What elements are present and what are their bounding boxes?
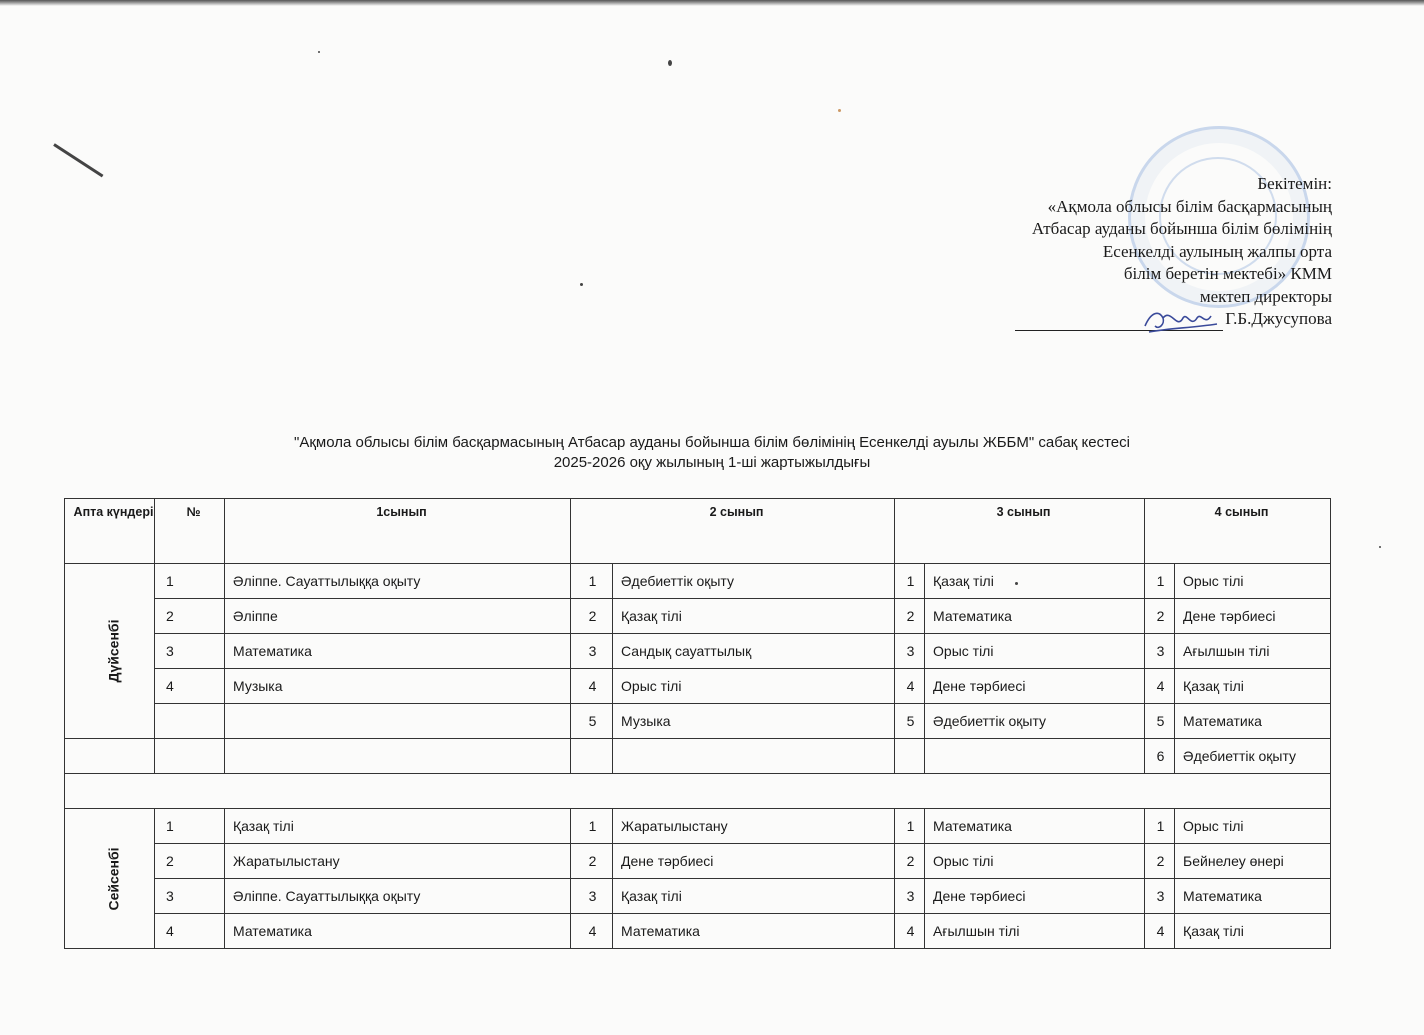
lesson-number-g3	[895, 739, 925, 774]
approval-org-line: білім беретін мектебі» КММ	[1123, 264, 1332, 283]
day-label: Дүйсенбі	[105, 619, 122, 683]
lesson-number-g2: 1	[571, 809, 613, 844]
day-cell	[65, 809, 155, 949]
subject-g4: Қазақ тілі	[1175, 669, 1331, 704]
table-row	[65, 739, 1331, 774]
lesson-number-g2: 2	[571, 599, 613, 634]
lesson-number-g4: 1	[1145, 564, 1175, 599]
title-line: "Ақмола облысы білім басқармасының Атбасар ауданы бойынша білім бөлімінің Есенкелді ауылы ЖББМ" сабақ кестесі	[294, 434, 1130, 451]
subject-g2: Жаратылыстану	[613, 809, 895, 844]
header-grade-3: 3 сынып	[895, 499, 1145, 564]
lesson-number-g2: 5	[571, 704, 613, 739]
table-row	[65, 669, 1331, 704]
lesson-number-g3: 2	[895, 844, 925, 879]
subject-g4: Дене тәрбиесі	[1175, 599, 1331, 634]
scan-mark	[53, 143, 103, 177]
lesson-number-g1: 1	[155, 564, 225, 599]
lesson-number-g1: 1	[155, 809, 225, 844]
signature-line	[1015, 312, 1223, 331]
lesson-number-g4: 4	[1145, 914, 1175, 949]
lesson-number-g3: 1	[895, 564, 925, 599]
subject-g1: Математика	[225, 914, 571, 949]
header-grade-4: 4 сынып	[1145, 499, 1331, 564]
lesson-number-g1: 2	[155, 844, 225, 879]
scan-speck	[318, 51, 320, 53]
table-row	[65, 634, 1331, 669]
subject-g2: Сандық сауаттылық	[613, 634, 895, 669]
subject-g4: Математика	[1175, 879, 1331, 914]
subject-g1: Жаратылыстану	[225, 844, 571, 879]
title-subline: 2025-2026 оқу жылының 1-ші жартыжылдығы	[553, 454, 871, 471]
approval-org-line: Есенкелді аулының жалпы орта	[1102, 241, 1332, 261]
lesson-number-g2	[571, 739, 613, 774]
lesson-number-g3: 4	[895, 669, 925, 704]
scan-edge	[0, 0, 1424, 6]
lesson-number-g3: 1	[895, 809, 925, 844]
subject-g2: Қазақ тілі	[613, 599, 895, 634]
subject-g1: Әліппе	[225, 599, 571, 634]
subject-g1: Қазақ тілі	[225, 809, 571, 844]
table-row	[65, 844, 1331, 879]
subject-g3: Қазақ тілі	[925, 564, 1145, 599]
subject-g1	[225, 739, 571, 774]
subject-g4: Әдебиеттік оқыту	[1175, 739, 1331, 774]
header-number: №	[155, 499, 225, 564]
lesson-number-g2: 4	[571, 914, 613, 949]
table-header-row	[65, 499, 1331, 564]
subject-g4: Ағылшын тілі	[1175, 634, 1331, 669]
subject-g4: Қазақ тілі	[1175, 914, 1331, 949]
subject-g3: Орыс тілі	[925, 844, 1145, 879]
lesson-number-g4: 5	[1145, 704, 1175, 739]
subject-g1: Әліппе. Сауаттылыққа оқыту	[225, 564, 571, 599]
subject-g2: Музыка	[613, 704, 895, 739]
lesson-number-g4: 3	[1145, 879, 1175, 914]
lesson-number-g1: 2	[155, 599, 225, 634]
subject-g3	[925, 739, 1145, 774]
scan-speck	[580, 283, 583, 286]
lesson-number-g1	[155, 739, 225, 774]
header-grade-1: 1сынып	[225, 499, 571, 564]
lesson-number-g3: 4	[895, 914, 925, 949]
subject-g2: Математика	[613, 914, 895, 949]
approval-org-line: «Ақмола облысы білім басқармасының	[1047, 196, 1332, 216]
subject-g4: Орыс тілі	[1175, 809, 1331, 844]
subject-g2	[613, 739, 895, 774]
lesson-number-g2: 1	[571, 564, 613, 599]
lesson-number-g4: 1	[1145, 809, 1175, 844]
lesson-number-g4: 4	[1145, 669, 1175, 704]
lesson-number-g2: 3	[571, 634, 613, 669]
signature-icon	[1141, 304, 1221, 338]
subject-g3: Әдебиеттік оқыту	[925, 704, 1145, 739]
approval-org-line: Атбасар ауданы бойынша білім бөлімінің	[1031, 219, 1332, 238]
approval-position: мектеп директоры	[1199, 286, 1332, 306]
lesson-number-g2: 4	[571, 669, 613, 704]
schedule-table	[64, 498, 1331, 949]
subject-g2: Әдебиеттік оқыту	[613, 564, 895, 599]
document-title	[0, 433, 1424, 473]
lesson-number-g3: 2	[895, 599, 925, 634]
lesson-number-g4: 3	[1145, 634, 1175, 669]
lesson-number-g4: 6	[1145, 739, 1175, 774]
lesson-number-g4: 2	[1145, 599, 1175, 634]
lesson-number-g2: 3	[571, 879, 613, 914]
approval-signature-row	[1015, 308, 1332, 331]
subject-g4: Математика	[1175, 704, 1331, 739]
lesson-number-g3: 5	[895, 704, 925, 739]
subject-g3: Дене тәрбиесі	[925, 669, 1145, 704]
scan-speck	[838, 109, 841, 112]
subject-g1	[225, 704, 571, 739]
subject-g2: Қазақ тілі	[613, 879, 895, 914]
subject-g2: Дене тәрбиесі	[613, 844, 895, 879]
subject-g3: Дене тәрбиесі	[925, 879, 1145, 914]
lesson-number-g1: 3	[155, 634, 225, 669]
day-cell	[65, 564, 155, 739]
subject-g1: Математика	[225, 634, 571, 669]
table-separator-row	[65, 774, 1331, 809]
header-days: Апта күндері	[65, 499, 155, 564]
empty-cell	[65, 739, 155, 774]
approval-heading: Бекітемін:	[1257, 174, 1332, 193]
table-row	[65, 564, 1331, 599]
subject-g3: Орыс тілі	[925, 634, 1145, 669]
lesson-number-g1: 4	[155, 914, 225, 949]
lesson-number-g3: 3	[895, 634, 925, 669]
lesson-number-g3: 3	[895, 879, 925, 914]
lesson-number-g1: 4	[155, 669, 225, 704]
table-row	[65, 914, 1331, 949]
signer-name: Г.Б.Джусупова	[1225, 309, 1332, 328]
table-row	[65, 599, 1331, 634]
subject-g2: Орыс тілі	[613, 669, 895, 704]
table-row	[65, 809, 1331, 844]
subject-g3: Математика	[925, 809, 1145, 844]
subject-g3: Математика	[925, 599, 1145, 634]
table-row	[65, 879, 1331, 914]
approval-block	[1015, 173, 1332, 331]
table-row	[65, 704, 1331, 739]
empty-cell	[65, 774, 1331, 809]
scan-speck	[1379, 546, 1381, 548]
lesson-number-g1	[155, 704, 225, 739]
subject-g4: Бейнелеу өнері	[1175, 844, 1331, 879]
subject-g3: Ағылшын тілі	[925, 914, 1145, 949]
scan-speck	[668, 60, 672, 66]
subject-g1: Музыка	[225, 669, 571, 704]
subject-g4: Орыс тілі	[1175, 564, 1331, 599]
day-label: Сейсенбі	[105, 846, 122, 911]
lesson-number-g1: 3	[155, 879, 225, 914]
lesson-number-g4: 2	[1145, 844, 1175, 879]
subject-g1: Әліппе. Сауаттылыққа оқыту	[225, 879, 571, 914]
lesson-number-g2: 2	[571, 844, 613, 879]
header-grade-2: 2 сынып	[571, 499, 895, 564]
